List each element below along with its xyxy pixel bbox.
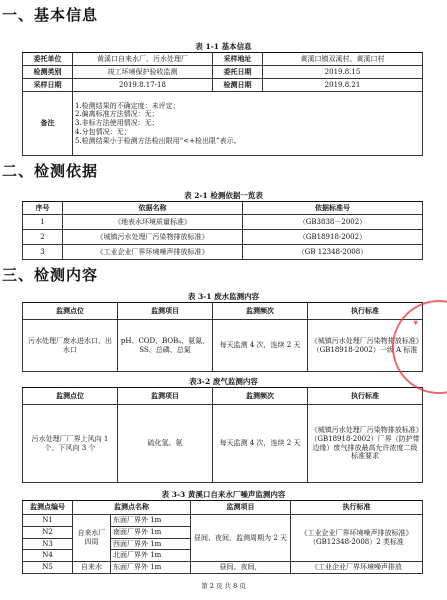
col-header-item: 监测项目	[118, 303, 213, 320]
table-row	[23, 245, 423, 260]
point-name: 东面厂界外 1m	[111, 562, 191, 574]
basis-name: 《城镇污水处理厂污染物排放标准》	[63, 230, 243, 245]
standard-no: （GB3838－2002）	[243, 215, 423, 230]
table-row	[23, 405, 423, 483]
remark-item: 2.偏离标准方法情况：无；	[75, 110, 159, 119]
section-test-content-heading: 三、检测内容	[2, 266, 99, 284]
sample-address-label: 采样地址	[213, 53, 263, 66]
point-group-name: 自来水	[73, 562, 111, 574]
point-group-name: 自来水厂四周	[73, 515, 111, 562]
execution-standard: 《城镇污水处理厂污染物排放标准》（GB18918-2002）厂界（防护带边缘）废气排放最高允许浓度二级标准要求	[308, 405, 423, 483]
table-3-1-caption: 表 3-1 废水监测内容	[187, 292, 260, 301]
col-header-item: 监测项目	[118, 388, 213, 405]
sample-address-value: 黄溪口镇双溪村、黄溪口村	[263, 53, 423, 66]
col-header-basis-name: 依据名称	[63, 202, 243, 215]
point-name: 东面厂界外 1m	[111, 515, 191, 527]
seal-star-icon: ★	[410, 316, 421, 329]
point-id: N2	[23, 526, 73, 538]
table-2-1-caption: 表 2-1 检测依据一览表	[184, 191, 263, 200]
monitoring-item: pH、COD、BOB₅、氨氮、SS、总磷、总氮	[118, 320, 213, 372]
col-header-item: 监测项目	[191, 501, 291, 515]
col-header-standard: 执行标准	[308, 303, 423, 320]
table-row	[23, 515, 423, 527]
standard-no: （GB 12348-2008）	[243, 245, 423, 260]
basis-name: 《地表水环境质量标准》	[63, 215, 243, 230]
table-3-2-caption: 表3-2 废气监测内容	[189, 377, 258, 386]
test-date-label: 检测日期	[213, 79, 263, 92]
row-index: 3	[23, 245, 63, 260]
section-test-basis-heading: 二、检测依据	[2, 162, 99, 180]
monitoring-point: 污水处理厂厂界上风向 1 个、下风向 3 个	[23, 405, 118, 483]
remark-item: 3.非标方法使用情况：无；	[75, 119, 159, 128]
remark-item: 4.分包情况：无；	[75, 127, 131, 136]
monitoring-item: 昼间、夜间，监测周期为 2 天	[191, 515, 291, 562]
col-header-point-name: 监测点名称	[73, 501, 191, 515]
table-row	[23, 562, 423, 574]
col-header-index: 序号	[23, 202, 63, 215]
monitoring-frequency: 每天监测 4 次，连续 2 天	[213, 320, 308, 372]
page-number-footer: 第 2 页 共 8 页	[201, 582, 246, 590]
execution-standard: 《工业企业厂界环境噪声排放标准》（GB12348-2008）2 类标准	[291, 515, 423, 562]
col-header-point-id: 监测点编号	[23, 501, 73, 515]
client-value: 黄溪口自来水厂、污水处理厂	[73, 53, 213, 66]
remark-item: 1.检测结果的不确定度：未评定；	[75, 101, 180, 110]
monitoring-frequency: 每天监测 4 次，连续 2 天	[213, 405, 308, 483]
category-value: 竣工环境保护验收监测	[73, 66, 213, 79]
row-index: 1	[23, 215, 63, 230]
col-header-point: 监测点位	[23, 388, 118, 405]
row-index: 2	[23, 230, 63, 245]
sampling-date-label: 采样日期	[23, 79, 73, 92]
table-row	[23, 230, 423, 245]
col-header-frequency: 监测频次	[213, 303, 308, 320]
col-header-frequency: 监测频次	[213, 388, 308, 405]
execution-standard: 《工业企业厂界环境噪声排放	[291, 562, 423, 574]
point-id: N4	[23, 550, 73, 562]
monitoring-item: 昼间、夜间，	[191, 562, 291, 574]
standard-no: （GB18918-2002）	[243, 230, 423, 245]
test-date-value: 2019.8.21	[263, 79, 423, 92]
col-header-standard: 执行标准	[308, 388, 423, 405]
wastewater-monitoring-table	[22, 302, 423, 372]
point-id: N5	[23, 562, 73, 574]
commission-date-value: 2019.8.15	[263, 66, 423, 79]
exhaust-gas-monitoring-table	[22, 387, 423, 483]
basis-name: 《工业企业厂界环境噪声排放标准》	[63, 245, 243, 260]
basic-info-table	[22, 52, 423, 156]
point-name: 南面厂界外 1m	[111, 526, 191, 538]
col-header-standard-no: 依据标准号	[243, 202, 423, 215]
col-header-standard: 执行标准	[291, 501, 423, 515]
category-label: 检测类别	[23, 66, 73, 79]
section-basic-info-heading: 一、基本信息	[2, 6, 99, 24]
remarks-label: 备注	[23, 92, 73, 156]
remarks-list	[73, 92, 423, 156]
sampling-date-value: 2019.8.17-18	[73, 79, 213, 92]
monitoring-point: 污水处理厂废水进水口、出水口	[23, 320, 118, 372]
point-id: N3	[23, 538, 73, 550]
table-1-1-caption: 表 1-1 基本信息	[195, 42, 252, 51]
point-name: 西面厂界外 1m	[111, 538, 191, 550]
table-row	[23, 215, 423, 230]
col-header-point: 监测点位	[23, 303, 118, 320]
test-basis-table	[22, 201, 423, 260]
remark-item: 5.检测结果小于检测方法检出限用“<+检出限”表示。	[75, 136, 241, 145]
point-name: 北面厂界外 1m	[111, 550, 191, 562]
commission-date-label: 委托日期	[213, 66, 263, 79]
point-id: N1	[23, 515, 73, 527]
monitoring-item: 硫化氢、氨	[118, 405, 213, 483]
table-3-3-caption: 表 3-3 黄溪口自来水厂噪声监测内容	[161, 490, 286, 499]
client-label: 委托单位	[23, 53, 73, 66]
noise-monitoring-table	[22, 500, 423, 574]
table-row	[23, 320, 423, 372]
execution-standard: 《城镇污水处理厂污染物排放标准》（GB18918-2002）一级 A 标准	[308, 320, 423, 372]
